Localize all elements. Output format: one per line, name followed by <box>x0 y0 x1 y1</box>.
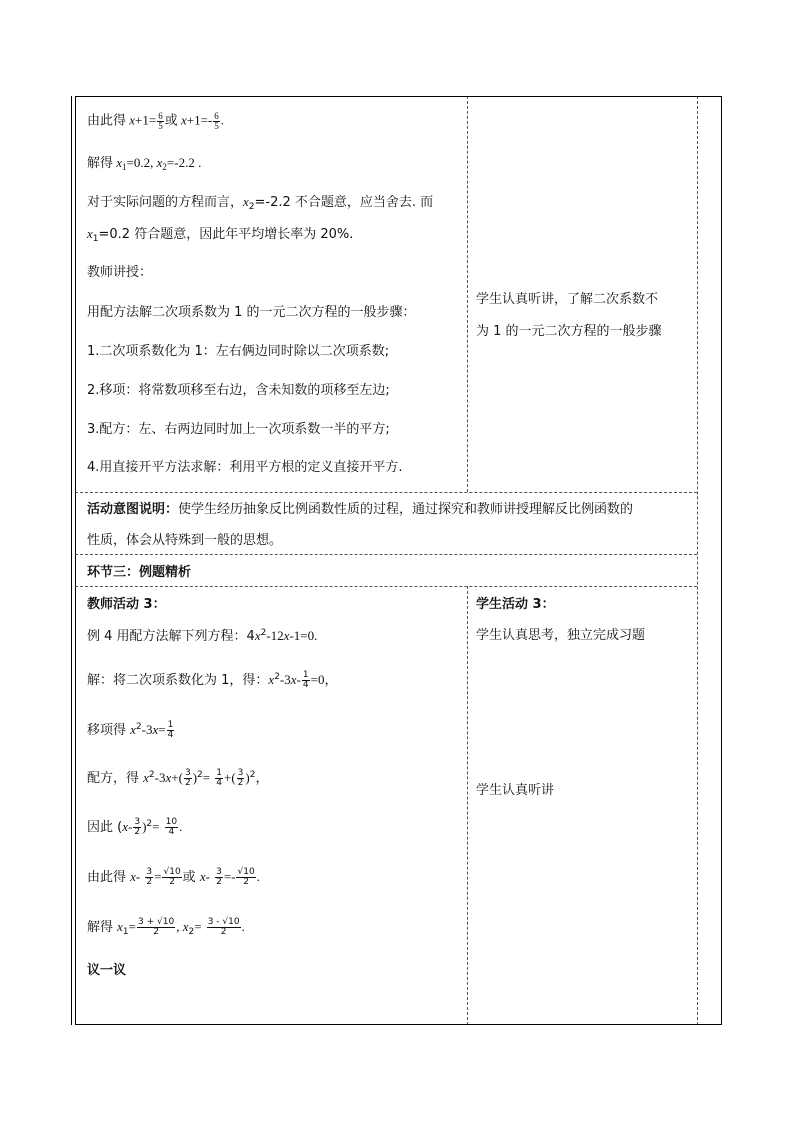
row-divider-2 <box>75 554 697 555</box>
row-divider-1 <box>75 492 697 493</box>
root-equation-line: 由此得 x+1= $\frac{6}{5}$ 或 x+1=- $\frac{6}{5}$ . <box>87 111 225 131</box>
column-divider-bottom <box>467 586 468 1025</box>
solution-step-thus: 因此 (x- $\frac{3}{2}$ )$^2$= $\frac{10}{4}$ . <box>87 817 183 837</box>
student-listen-line-2: 为 1 的一元二次方程的一般步骤 <box>476 324 662 339</box>
column-divider-top <box>467 96 468 492</box>
step-4: 4.用直接开平方法求解：利用平方根的定义直接开平方. <box>87 460 403 475</box>
example-4: 例 4 用配方法解下列方程：$4x^2-12x-1=0$. <box>87 628 318 644</box>
table-left-border-outer <box>71 96 72 1025</box>
student-activity-heading: 学生活动 3： <box>476 597 555 612</box>
steps-intro: 用配方法解二次项系数为 1 的一元二次方程的一般步骤： <box>87 305 416 320</box>
solution-result: 解得 $x_1=$ $\frac{3 + √10}{2}$ , $x_2=$ $\frac{3 - √10}{2}$ . <box>87 917 245 937</box>
table-left-border-inner <box>75 96 76 1025</box>
solution-line: 解得 $x_1=0.2$, $x_2=-2.2$ . <box>87 155 202 172</box>
student-listen: 学生认真听讲 <box>476 783 555 798</box>
lecture-title: 教师讲授： <box>87 265 153 280</box>
intent-label: 活动意图说明： <box>87 502 179 517</box>
student-listen-line-1: 学生认真听讲，了解二次系数不 <box>476 292 659 307</box>
table-right-border <box>721 96 722 1025</box>
solution-step-roots: 由此得 x- $\frac{3}{2}$ = $\frac{√10}{2}$ 或 x- $\frac{3}{2}$ =- $\frac{√10}{2}$ . <box>87 867 260 887</box>
intent-line-1: 活动意图说明：使学生经历抽象反比例函数性质的过程，通过探究和教师讲授理解反比例函数的 <box>87 502 634 517</box>
right-inner-divider <box>697 96 698 1025</box>
row-divider-3 <box>75 586 697 587</box>
practical-check-line-2: $x_1=0.2$ 符合题意，因此年平均增长率为 20%. <box>87 226 354 244</box>
solution-step-normalize: 解：将二次项系数化为 1，得：$x^2-3x-$ $\frac{1}{4}$ =0， <box>87 670 338 690</box>
table-bottom-border <box>75 1024 722 1025</box>
step-1: 1.二次项系数化为 1：左右俩边同时除以二次项系数; <box>87 344 390 359</box>
intent-line-2: 性质，体会从特殊到一般的思想。 <box>87 533 283 548</box>
student-think: 学生认真思考，独立完成习题 <box>476 628 646 643</box>
step-2: 2.移项：将常数项移至右边，含未知数的项移至左边; <box>87 383 390 398</box>
section-title: 环节三：例题精析 <box>87 565 192 580</box>
solution-step-complete-square: 配方，得 $x^2-3x+$( $\frac{3}{2}$ )$^2$= $\frac{1}{4}$ +( $\frac{3}{2}$ )$^2$， <box>87 768 269 788</box>
table-top-border <box>75 96 722 97</box>
practical-check-line-1: 对于实际问题的方程而言，$x_2=-2.2$ 不合题意，应当舍去. 而 <box>87 194 434 212</box>
teacher-activity-heading: 教师活动 3： <box>87 597 166 612</box>
discuss-heading: 议一议 <box>87 963 127 978</box>
step-3: 3.配方：左、右两边同时加上一次项系数一半的平方; <box>87 422 390 437</box>
solution-step-move: 移项得 $x^2-3x=$ $\frac{1}{4}$ <box>87 720 174 740</box>
